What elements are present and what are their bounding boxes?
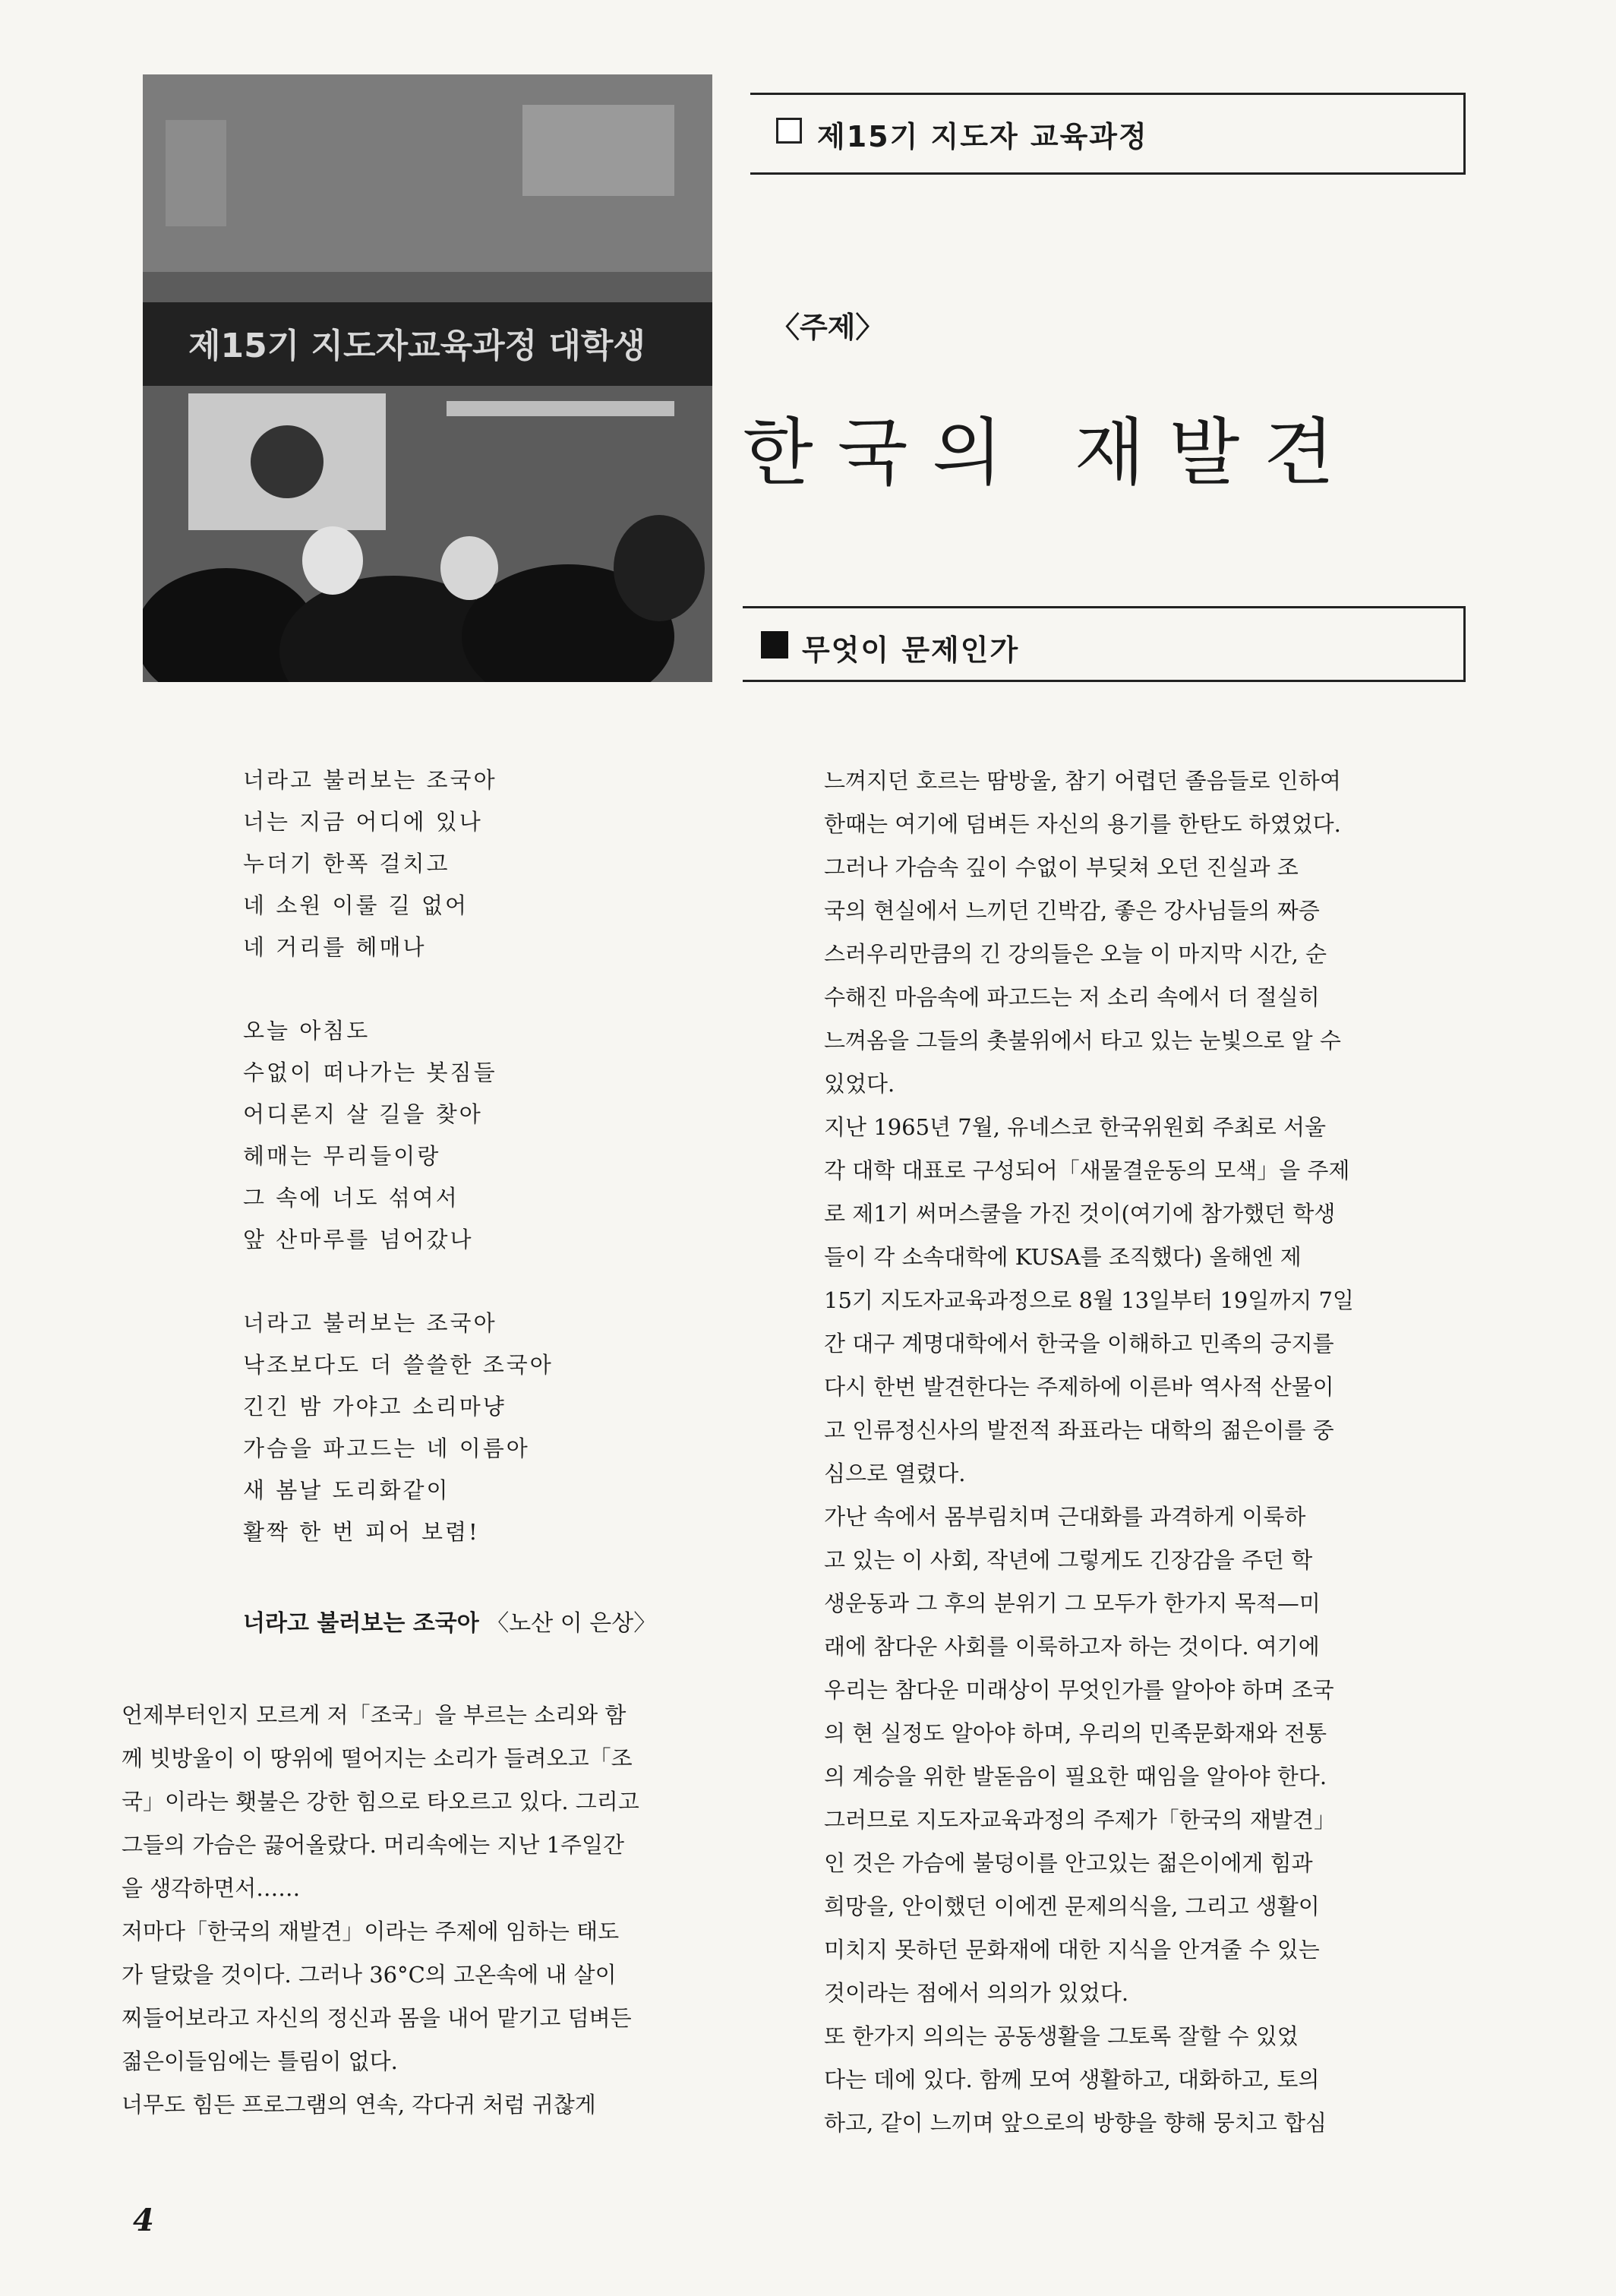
text-line: 로 제1기 써머스쿨을 가진 것이(여기에 참가했던 학생 xyxy=(824,1201,1336,1227)
text-line: 생운동과 그 후의 분위기 그 모두가 한가지 목적—미 xyxy=(824,1590,1321,1616)
poem-line: 새 봄날 도리화같이 xyxy=(243,1477,450,1503)
text-line: 고 있는 이 사회, 작년에 그렇게도 긴장감을 주던 학 xyxy=(824,1547,1313,1573)
text-line: 있었다. xyxy=(824,1071,895,1097)
text-line: 다는 데에 있다. 함께 모여 생활하고, 대화하고, 토의 xyxy=(824,2067,1320,2092)
poem-line: 그 속에 너도 섞여서 xyxy=(243,1185,459,1211)
text-line: 스러우리만큼의 긴 강의들은 오늘 이 마지막 시간, 순 xyxy=(824,941,1327,967)
poem-line: 너는 지금 어디에 있나 xyxy=(243,809,483,835)
section-title: 무엇이 문제인가 xyxy=(802,633,1020,667)
header-banner xyxy=(750,93,1466,175)
text-line: 언제부터인지 모르게 저「조국」을 부르는 소리와 함 xyxy=(122,1702,627,1728)
text-line: 의 현 실정도 알아야 하며, 우리의 민족문화재와 전통 xyxy=(824,1720,1327,1746)
text-line: 그들의 가슴은 끓어올랐다. 머리속에는 지난 1주일간 xyxy=(122,1832,625,1858)
poem-credit-author: 〈노산 이 은상〉 xyxy=(486,1610,657,1637)
text-line: 의 계승을 위한 발돋음이 필요한 때임을 알아야 한다. xyxy=(824,1764,1327,1789)
text-line: 들이 각 소속대학에 KUSA를 조직했다) 올해엔 제 xyxy=(824,1244,1302,1270)
subject-label: 〈주제〉 xyxy=(771,311,885,344)
text-line: 느껴옴을 그들의 촛불위에서 타고 있는 눈빛으로 알 수 xyxy=(824,1028,1341,1053)
poem-line: 긴긴 밤 가야고 소리마냥 xyxy=(243,1394,507,1420)
poem-credit-title: 너라고 불러보는 조국아 xyxy=(243,1610,479,1637)
text-line: 찌들어보라고 자신의 정신과 몸을 내어 맡기고 덤벼든 xyxy=(122,2005,632,2031)
poem-line: 너라고 불러보는 조국아 xyxy=(243,767,497,793)
text-line: 각 대학 대표로 구성되어「새물결운동의 모색」을 주제 xyxy=(824,1157,1350,1183)
poem-line: 오늘 아침도 xyxy=(243,1018,371,1044)
text-line: 희망을, 안이했던 이에겐 문제의식을, 그리고 생활이 xyxy=(824,1893,1320,1919)
text-line: 인 것은 가슴에 불덩이를 안고있는 젊은이에게 힘과 xyxy=(824,1850,1313,1876)
text-line: 수해진 마음속에 파고드는 저 소리 속에서 더 절실히 xyxy=(824,984,1320,1010)
text-line: 지난 1965년 7월, 유네스코 한국위원회 주최로 서울 xyxy=(824,1114,1327,1140)
poem-line: 낙조보다도 더 쓸쓸한 조국아 xyxy=(243,1352,554,1378)
text-line: 너무도 힘든 프로그램의 연속, 각다귀 처럼 귀찮게 xyxy=(122,2092,596,2118)
poem-stanza-1 xyxy=(243,760,775,968)
text-line: 래에 참다운 사회를 이룩하고자 하는 것이다. 여기에 xyxy=(824,1634,1320,1660)
poem-line: 수없이 떠나가는 봇짐들 xyxy=(243,1060,497,1085)
text-line: 젊은이들임에는 틀림이 없다. xyxy=(122,2048,398,2074)
photo-assembly xyxy=(143,74,712,682)
poem-line: 너라고 불러보는 조국아 xyxy=(243,1310,497,1336)
text-line: 우리는 참다운 미래상이 무엇인가를 알아야 하며 조국 xyxy=(824,1677,1334,1703)
poem-line: 헤매는 무리들이랑 xyxy=(243,1143,441,1169)
poem-stanza-3 xyxy=(243,1303,775,1553)
text-line: 그러므로 지도자교육과정의 주제가「한국의 재발견」 xyxy=(824,1807,1336,1833)
text-line: 미치지 못하던 문화재에 대한 지식을 안겨줄 수 있는 xyxy=(824,1937,1320,1963)
text-line: 또 한가지 의의는 공동생활을 그토록 잘할 수 있었 xyxy=(824,2023,1299,2049)
poem-line: 네 소원 이룰 길 없어 xyxy=(243,892,469,918)
text-line: 가난 속에서 몸부림치며 근대화를 과격하게 이룩하 xyxy=(824,1504,1306,1530)
text-line: 국의 현실에서 느끼던 긴박감, 좋은 강사님들의 짜증 xyxy=(824,898,1320,924)
section-banner xyxy=(743,606,1466,682)
text-line: 고 인류정신사의 발전적 좌표라는 대학의 젊은이를 중 xyxy=(824,1417,1334,1443)
page-number: 4 xyxy=(133,2203,154,2238)
text-line: 가 달랐을 것이다. 그러나 36°C의 고온속에 내 살이 xyxy=(122,1962,617,1988)
text-line: 느껴지던 호르는 땀방울, 참기 어렵던 졸음들로 인하여 xyxy=(824,768,1341,794)
poem-line: 누더기 한폭 걸치고 xyxy=(243,851,450,876)
photo-scene xyxy=(143,74,712,682)
right-column-text xyxy=(824,760,1469,2145)
text-line: 그러나 가슴속 깊이 수없이 부딪쳐 오던 진실과 조 xyxy=(824,854,1299,880)
poem-credit xyxy=(243,1604,656,1638)
poem-line: 활짝 한 번 피어 보렴! xyxy=(243,1519,480,1545)
text-line: 심으로 열렸다. xyxy=(824,1461,966,1486)
text-line: 간 대구 계명대학에서 한국을 이해하고 민족의 긍지를 xyxy=(824,1331,1334,1356)
poem-line: 앞 산마루를 넘어갔나 xyxy=(243,1227,474,1252)
text-line: 하고, 같이 느끼며 앞으로의 방향을 향해 뭉치고 합심 xyxy=(824,2110,1327,2136)
text-line: 것이라는 점에서 의의가 있었다. xyxy=(824,1980,1129,2006)
poem xyxy=(243,760,775,1595)
text-line: 한때는 여기에 덤벼든 자신의 용기를 한탄도 하였었다. xyxy=(824,811,1341,837)
text-line: 께 빗방울이 이 땅위에 떨어지는 소리가 들려오고「조 xyxy=(122,1745,633,1771)
filled-square-icon xyxy=(761,631,788,658)
text-line: 을 생각하면서…… xyxy=(122,1875,301,1901)
poem-line: 가슴을 파고드는 네 이름아 xyxy=(243,1435,530,1461)
banner-title: 제15기 지도자 교육과정 xyxy=(817,120,1148,153)
page-title: 한국의 재발견 xyxy=(743,410,1359,495)
poem-line: 네 거리를 헤매나 xyxy=(243,934,427,960)
poem-line: 어디론지 살 길을 찾아 xyxy=(243,1101,483,1127)
text-line: 15기 지도자교육과정으로 8월 13일부터 19일까지 7일 xyxy=(824,1287,1354,1313)
photo-banner-text: 제15기 지도자교육과정 대학생 xyxy=(188,327,645,365)
text-line: 저마다「한국의 재발견」이라는 주제에 임하는 태도 xyxy=(122,1919,620,1944)
text-line: 다시 한번 발견한다는 주제하에 이른바 역사적 산물이 xyxy=(824,1374,1334,1400)
left-column-text xyxy=(122,1694,782,2127)
checkbox-square-icon xyxy=(776,118,802,144)
poem-stanza-2 xyxy=(243,1010,775,1261)
text-line: 국」이라는 횃불은 강한 힘으로 타오르고 있다. 그리고 xyxy=(122,1789,639,1814)
